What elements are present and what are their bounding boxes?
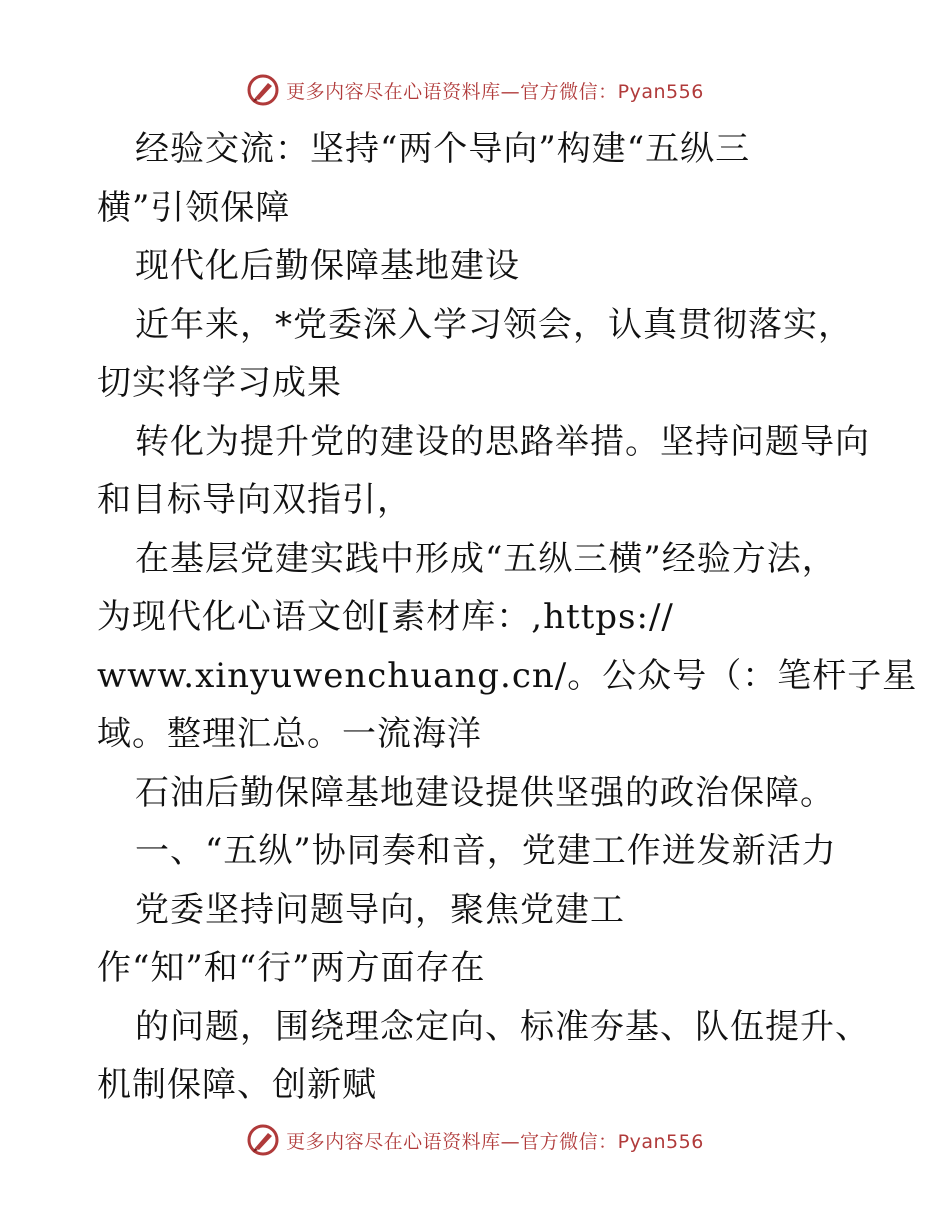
- text-line: 近年来，*党委深入学习领会，认真贯彻落实，: [135, 304, 853, 345]
- pen-logo-icon: [246, 1123, 280, 1157]
- text-line: 经验交流：坚持“两个导向”构建“五纵三: [135, 129, 751, 169]
- text-line: 作“知”和“行”两方面存在: [97, 948, 486, 988]
- text-line: 在基层党建实践中形成“五纵三横”经验方法，: [135, 538, 837, 579]
- text-line: 党委坚持问题导向，聚焦党建工: [135, 889, 625, 930]
- text-line: 为现代化心语文创[素材库：,https://: [97, 597, 674, 637]
- text-line: 横”引领保障: [97, 187, 291, 228]
- header-banner: [0, 70, 950, 110]
- document-body: [97, 120, 918, 1115]
- text-line: 机制保障、创新赋: [97, 1065, 377, 1105]
- banner-text: 更多内容尽在心语资料库—官方微信：Pyan556: [286, 1130, 704, 1153]
- text-line: 和目标导向双指引，: [97, 480, 412, 520]
- text-line: www.xinyuwenchuang.cn/。公众号（：笔杆子星: [97, 655, 918, 696]
- banner-text: 更多内容尽在心语资料库—官方微信：Pyan556: [286, 80, 704, 103]
- section-heading: 一、“五纵”协同奏和音，党建工作迸发新活力: [135, 831, 837, 871]
- text-line: 现代化后勤保障基地建设: [135, 246, 520, 286]
- pen-logo-icon: [246, 73, 280, 107]
- text-line: 转化为提升党的建设的思路举措。坚持问题导向: [135, 421, 870, 462]
- text-line: 石油后勤保障基地建设提供坚强的政治保障。: [135, 772, 835, 813]
- footer-banner: [0, 1120, 950, 1160]
- text-line: 切实将学习成果: [97, 363, 342, 403]
- text-line: 的问题，围绕理念定向、标准夯基、队伍提升、: [135, 1006, 870, 1047]
- text-line: 域。整理汇总。一流海洋: [97, 714, 482, 754]
